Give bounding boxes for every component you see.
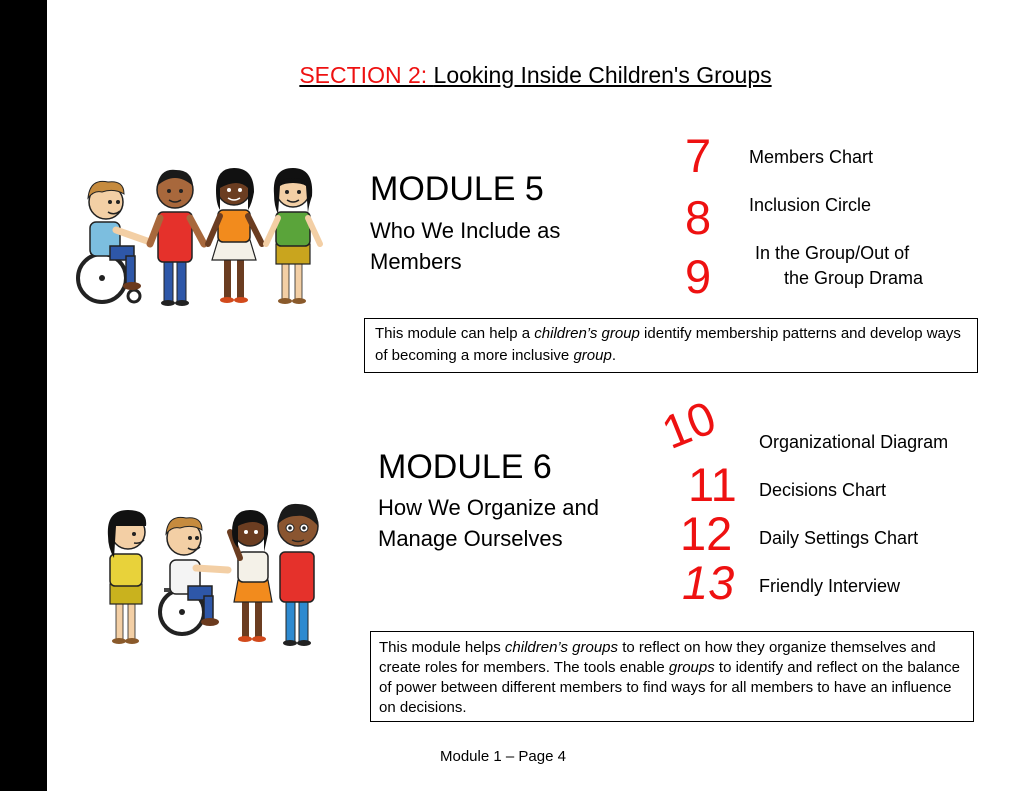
section-title: Looking Inside Children's Groups	[433, 62, 772, 88]
four-children-talking-illustration	[100, 496, 332, 650]
child-waving-figure	[230, 510, 272, 642]
tool-number-13: 13	[682, 556, 735, 609]
module-5-subtitle-line2: Members	[370, 249, 462, 274]
module-6-description-italic: children’s groups	[504, 639, 619, 656]
child-wheelchair-figure	[78, 181, 150, 302]
module-6-description-text: This module helps	[379, 639, 505, 656]
tool-number-7: 7	[685, 129, 712, 182]
module-6-description-box	[370, 631, 974, 722]
child-red-shirt-figure	[150, 170, 204, 306]
tool-name-members-chart: Members Chart	[749, 147, 874, 167]
child-yellow-shirt-figure	[108, 510, 146, 644]
four-children-holding-hands-illustration	[72, 160, 328, 310]
module-5-description-text: identify membership patterns and develop ways of becoming a more inclusive	[375, 325, 961, 364]
tool-name-group-drama-line1: In the Group/Out of	[755, 243, 910, 263]
module-6-subtitle-line1: How We Organize and	[378, 495, 599, 520]
module-5-description-text: .	[611, 347, 616, 364]
left-black-bar	[0, 0, 47, 791]
child-red-shirt-figure	[278, 504, 318, 646]
module-6-subtitle-line2: Manage Ourselves	[378, 526, 563, 551]
section-label: SECTION 2:	[299, 62, 434, 88]
tool-name-organizational-diagram: Organizational Diagram	[759, 432, 949, 452]
tool-name-daily-settings-chart: Daily Settings Chart	[759, 528, 919, 548]
module-5-heading: MODULE 5	[370, 170, 544, 208]
tool-name-inclusion-circle: Inclusion Circle	[749, 195, 872, 215]
child-wheelchair-figure	[160, 517, 228, 634]
module-6-description-italic: groups	[668, 659, 715, 676]
page-title	[0, 62, 1024, 89]
child-orange-skirt-figure	[208, 168, 262, 303]
tool-number-12: 12	[680, 507, 733, 560]
tool-number-9: 9	[685, 250, 712, 303]
module-5-description-italic: children’s group	[534, 325, 640, 342]
module-5-description-box	[364, 318, 978, 373]
tool-number-8: 8	[685, 191, 712, 244]
tool-number-11: 11	[688, 458, 737, 511]
module-6-description-text: to identify and reflect on the balance of power between different members to find ways for all members to have an influence on decisions.	[379, 659, 960, 716]
module-5-description-text: This module can help a	[375, 325, 535, 342]
child-green-shirt-figure	[266, 168, 320, 304]
module-5-description-italic: group	[573, 347, 612, 364]
tool-name-decisions-chart: Decisions Chart	[759, 480, 887, 500]
module-6-heading: MODULE 6	[378, 448, 552, 486]
module-5-subtitle-line1: Who We Include as	[370, 218, 561, 243]
module-6-description-text: to reflect on how they organize themselves and create roles for members. The tools enable	[379, 639, 936, 676]
tool-name-group-drama-line2: the Group Drama	[784, 268, 924, 288]
page-footer: Module 1 – Page 4	[440, 748, 566, 765]
tool-number-10: 10	[654, 390, 723, 459]
tool-name-friendly-interview: Friendly Interview	[759, 576, 901, 596]
